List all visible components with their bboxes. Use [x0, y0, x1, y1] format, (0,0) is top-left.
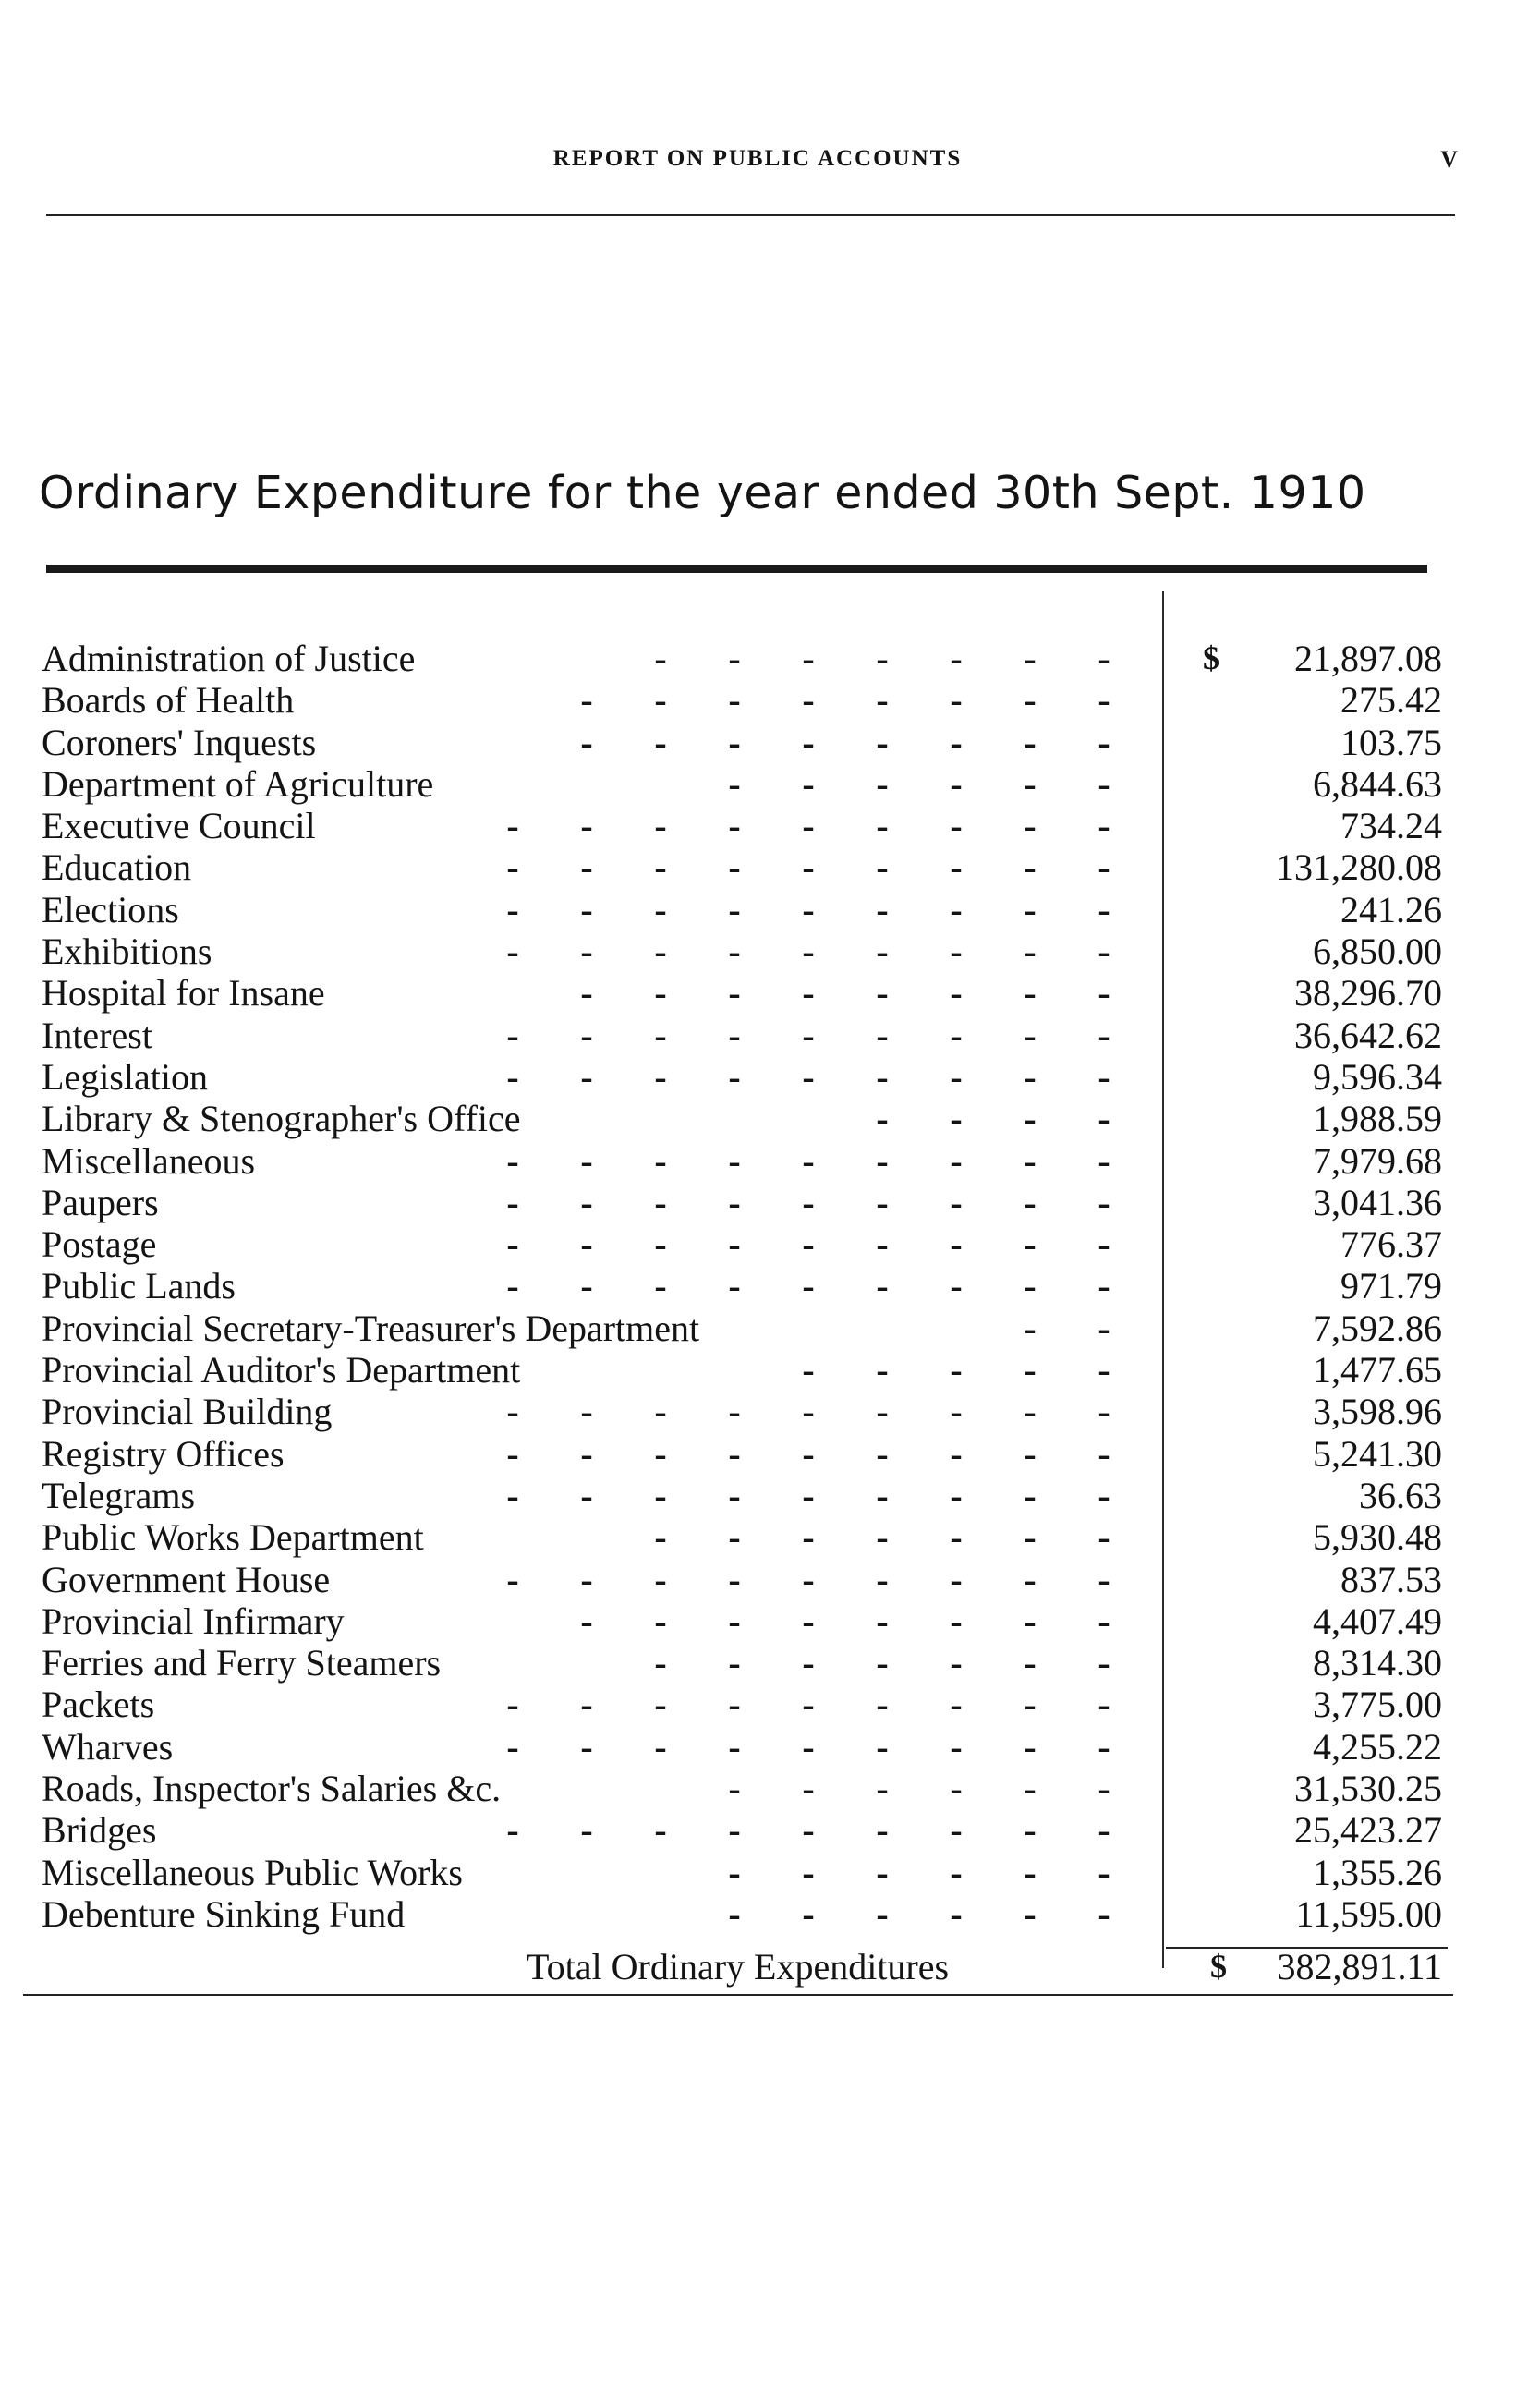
- page-header: [46, 146, 1458, 183]
- row-label: Bridges: [42, 1809, 157, 1852]
- table-row: [42, 930, 1455, 972]
- row-amount: 4,407.49: [1313, 1599, 1442, 1642]
- table-row: [42, 1223, 1455, 1265]
- table-row: [42, 1893, 1455, 1935]
- row-label: Education: [42, 846, 192, 889]
- row-amount: 6,844.63: [1313, 762, 1442, 805]
- dash-leader: - - - - - - - - -: [506, 1223, 1110, 1266]
- dash-leader: - - - - - - - - -: [506, 1558, 1110, 1600]
- table-row: [42, 763, 1455, 805]
- table-row: [42, 1475, 1455, 1516]
- row-amount: 837.53: [1340, 1558, 1442, 1600]
- row-label: Legislation: [42, 1055, 208, 1098]
- dash-leader: - - - - - - - - -: [506, 1684, 1110, 1726]
- table-row: [42, 1642, 1455, 1684]
- row-label: Executive Council: [42, 805, 316, 847]
- row-label: Public Works Department: [42, 1516, 424, 1559]
- row-label: Wharves: [42, 1725, 174, 1768]
- currency-symbol: $: [1203, 639, 1219, 676]
- total-rule-bottom: [23, 1994, 1453, 1996]
- row-label: Elections: [42, 888, 179, 930]
- dash-leader: - - - -: [876, 1098, 1110, 1140]
- row-label: Roads, Inspector's Salaries &c.: [42, 1768, 502, 1810]
- row-label: Provincial Auditor's Department: [42, 1349, 521, 1392]
- row-amount: 11,595.00: [1295, 1892, 1442, 1935]
- dash-leader: - - - - - - - - -: [506, 1139, 1110, 1182]
- table-row: [42, 1140, 1455, 1182]
- table-row: [42, 1182, 1455, 1223]
- table-row: [42, 1809, 1455, 1851]
- row-amount: 1,477.65: [1313, 1349, 1442, 1392]
- row-amount: 275.42: [1340, 679, 1442, 722]
- row-label: Government House: [42, 1558, 331, 1600]
- dash-leader: - - - - - - - - -: [506, 1014, 1110, 1056]
- dash-leader: - - - - - - - -: [580, 972, 1110, 1015]
- row-label: Interest: [42, 1014, 152, 1056]
- table-row: [42, 1098, 1455, 1139]
- table-row: [42, 722, 1455, 763]
- row-label: Administration of Justice: [42, 638, 416, 679]
- row-label: Miscellaneous Public Works: [42, 1851, 463, 1893]
- row-amount: 5,241.30: [1313, 1432, 1442, 1475]
- table-row: [42, 1516, 1455, 1558]
- dash-leader: - - - - - - - - -: [506, 1181, 1110, 1223]
- row-amount: 776.37: [1340, 1223, 1442, 1266]
- dash-leader: - - - - - - - - -: [506, 1725, 1110, 1768]
- row-amount: 241.26: [1340, 888, 1442, 930]
- table-row: [42, 1559, 1455, 1600]
- dash-leader: - - - - - - - - -: [506, 1809, 1110, 1852]
- row-amount: 7,979.68: [1313, 1139, 1442, 1182]
- table-row: [42, 1726, 1455, 1768]
- title-rule: [46, 565, 1427, 573]
- row-amount: 734.24: [1340, 805, 1442, 847]
- row-amount: 31,530.25: [1294, 1768, 1442, 1810]
- row-amount: 3,775.00: [1313, 1684, 1442, 1726]
- table-row: [42, 1684, 1455, 1725]
- running-title: REPORT ON PUBLIC ACCOUNTS: [552, 146, 963, 171]
- row-label: Telegrams: [42, 1474, 196, 1516]
- dash-leader: - - - - - - - -: [580, 721, 1110, 763]
- row-label: Registry Offices: [42, 1432, 285, 1475]
- row-label: Hospital for Insane: [42, 972, 325, 1015]
- dash-leader: - - - - - - - -: [580, 1599, 1110, 1642]
- table-row: [42, 1265, 1455, 1307]
- row-amount: 38,296.70: [1294, 972, 1442, 1015]
- table-row: [42, 805, 1455, 846]
- row-label: Paupers: [42, 1181, 159, 1223]
- dash-leader: - - - - - -: [728, 1892, 1110, 1935]
- row-amount: 4,255.22: [1313, 1725, 1442, 1768]
- row-amount: 7,592.86: [1313, 1307, 1442, 1349]
- dash-leader: - - - - - - -: [654, 638, 1110, 679]
- dash-leader: - - - - - - - -: [580, 679, 1110, 722]
- row-label: Provincial Infirmary: [42, 1599, 345, 1642]
- row-amount: 971.79: [1340, 1265, 1442, 1307]
- dash-leader: - - - - - - -: [654, 1642, 1110, 1684]
- row-label: Library & Stenographer's Office: [42, 1098, 521, 1140]
- page-number: V: [1440, 146, 1458, 173]
- total-amount: 382,891.11: [1277, 1946, 1442, 1988]
- row-amount: 9,596.34: [1313, 1055, 1442, 1098]
- table-row: [42, 1600, 1455, 1642]
- row-amount: 36.63: [1359, 1474, 1442, 1516]
- dash-leader: - - - - -: [802, 1349, 1110, 1392]
- dash-leader: - - - - - - - - -: [506, 1055, 1110, 1098]
- dash-leader: - - - - - - - - -: [506, 1391, 1110, 1433]
- table-row: [42, 1015, 1455, 1056]
- total-row: [42, 1946, 1455, 1988]
- row-amount: 21,897.08: [1294, 638, 1442, 679]
- row-amount: 3,041.36: [1313, 1181, 1442, 1223]
- table-row: [42, 1768, 1455, 1809]
- dash-leader: - -: [1024, 1307, 1110, 1349]
- page-title: Ordinary Expenditure for the year ended 30th Sept. 1910: [39, 467, 1366, 519]
- table-row: [42, 1349, 1455, 1391]
- table-row: [42, 889, 1455, 930]
- row-label: Postage: [42, 1223, 157, 1266]
- row-label: Department of Agriculture: [42, 762, 434, 805]
- dash-leader: - - - - - - - - -: [506, 888, 1110, 930]
- table-row: [42, 638, 1455, 679]
- dash-leader: - - - - - -: [728, 1851, 1110, 1893]
- row-label: Coroners' Inquests: [42, 721, 317, 763]
- dash-leader: - - - - - -: [728, 762, 1110, 805]
- table-row: [42, 1391, 1455, 1432]
- header-rule: [46, 214, 1455, 216]
- dash-leader: - - - - - - - - -: [506, 805, 1110, 847]
- total-currency-symbol: $: [1210, 1948, 1227, 1985]
- row-label: Boards of Health: [42, 679, 295, 722]
- table-row: [42, 972, 1455, 1014]
- row-amount: 8,314.30: [1313, 1642, 1442, 1684]
- row-amount: 25,423.27: [1294, 1809, 1442, 1852]
- table-row: [42, 1852, 1455, 1893]
- table-row: [42, 679, 1455, 721]
- table-row: [42, 1056, 1455, 1098]
- row-label: Public Lands: [42, 1265, 236, 1307]
- row-amount: 3,598.96: [1313, 1391, 1442, 1433]
- row-label: Provincial Secretary-Treasurer's Department: [42, 1307, 700, 1349]
- table-row: [42, 846, 1455, 888]
- row-amount: 5,930.48: [1313, 1516, 1442, 1559]
- table-row: [42, 1433, 1455, 1475]
- row-amount: 6,850.00: [1313, 930, 1442, 973]
- expenditure-table: [42, 638, 1455, 1935]
- row-amount: 36,642.62: [1294, 1014, 1442, 1056]
- total-label: Total Ordinary Expenditures: [527, 1946, 950, 1988]
- dash-leader: - - - - - - -: [654, 1516, 1110, 1559]
- row-label: Debenture Sinking Fund: [42, 1892, 406, 1935]
- table-row: [42, 1307, 1455, 1349]
- dash-leader: - - - - - - - - -: [506, 1474, 1110, 1516]
- dash-leader: - - - - - - - - -: [506, 930, 1110, 973]
- dash-leader: - - - - - - - - -: [506, 1265, 1110, 1307]
- row-label: Miscellaneous: [42, 1139, 256, 1182]
- dash-leader: - - - - - - - - -: [506, 1432, 1110, 1475]
- dash-leader: - - - - - - - - -: [506, 846, 1110, 889]
- row-amount: 1,355.26: [1313, 1851, 1442, 1893]
- row-amount: 131,280.08: [1276, 846, 1442, 889]
- row-label: Provincial Building: [42, 1391, 333, 1433]
- row-label: Exhibitions: [42, 930, 212, 973]
- row-label: Ferries and Ferry Steamers: [42, 1642, 442, 1684]
- row-amount: 1,988.59: [1313, 1098, 1442, 1140]
- row-label: Packets: [42, 1684, 155, 1726]
- row-amount: 103.75: [1340, 721, 1442, 763]
- dash-leader: - - - - - -: [728, 1768, 1110, 1810]
